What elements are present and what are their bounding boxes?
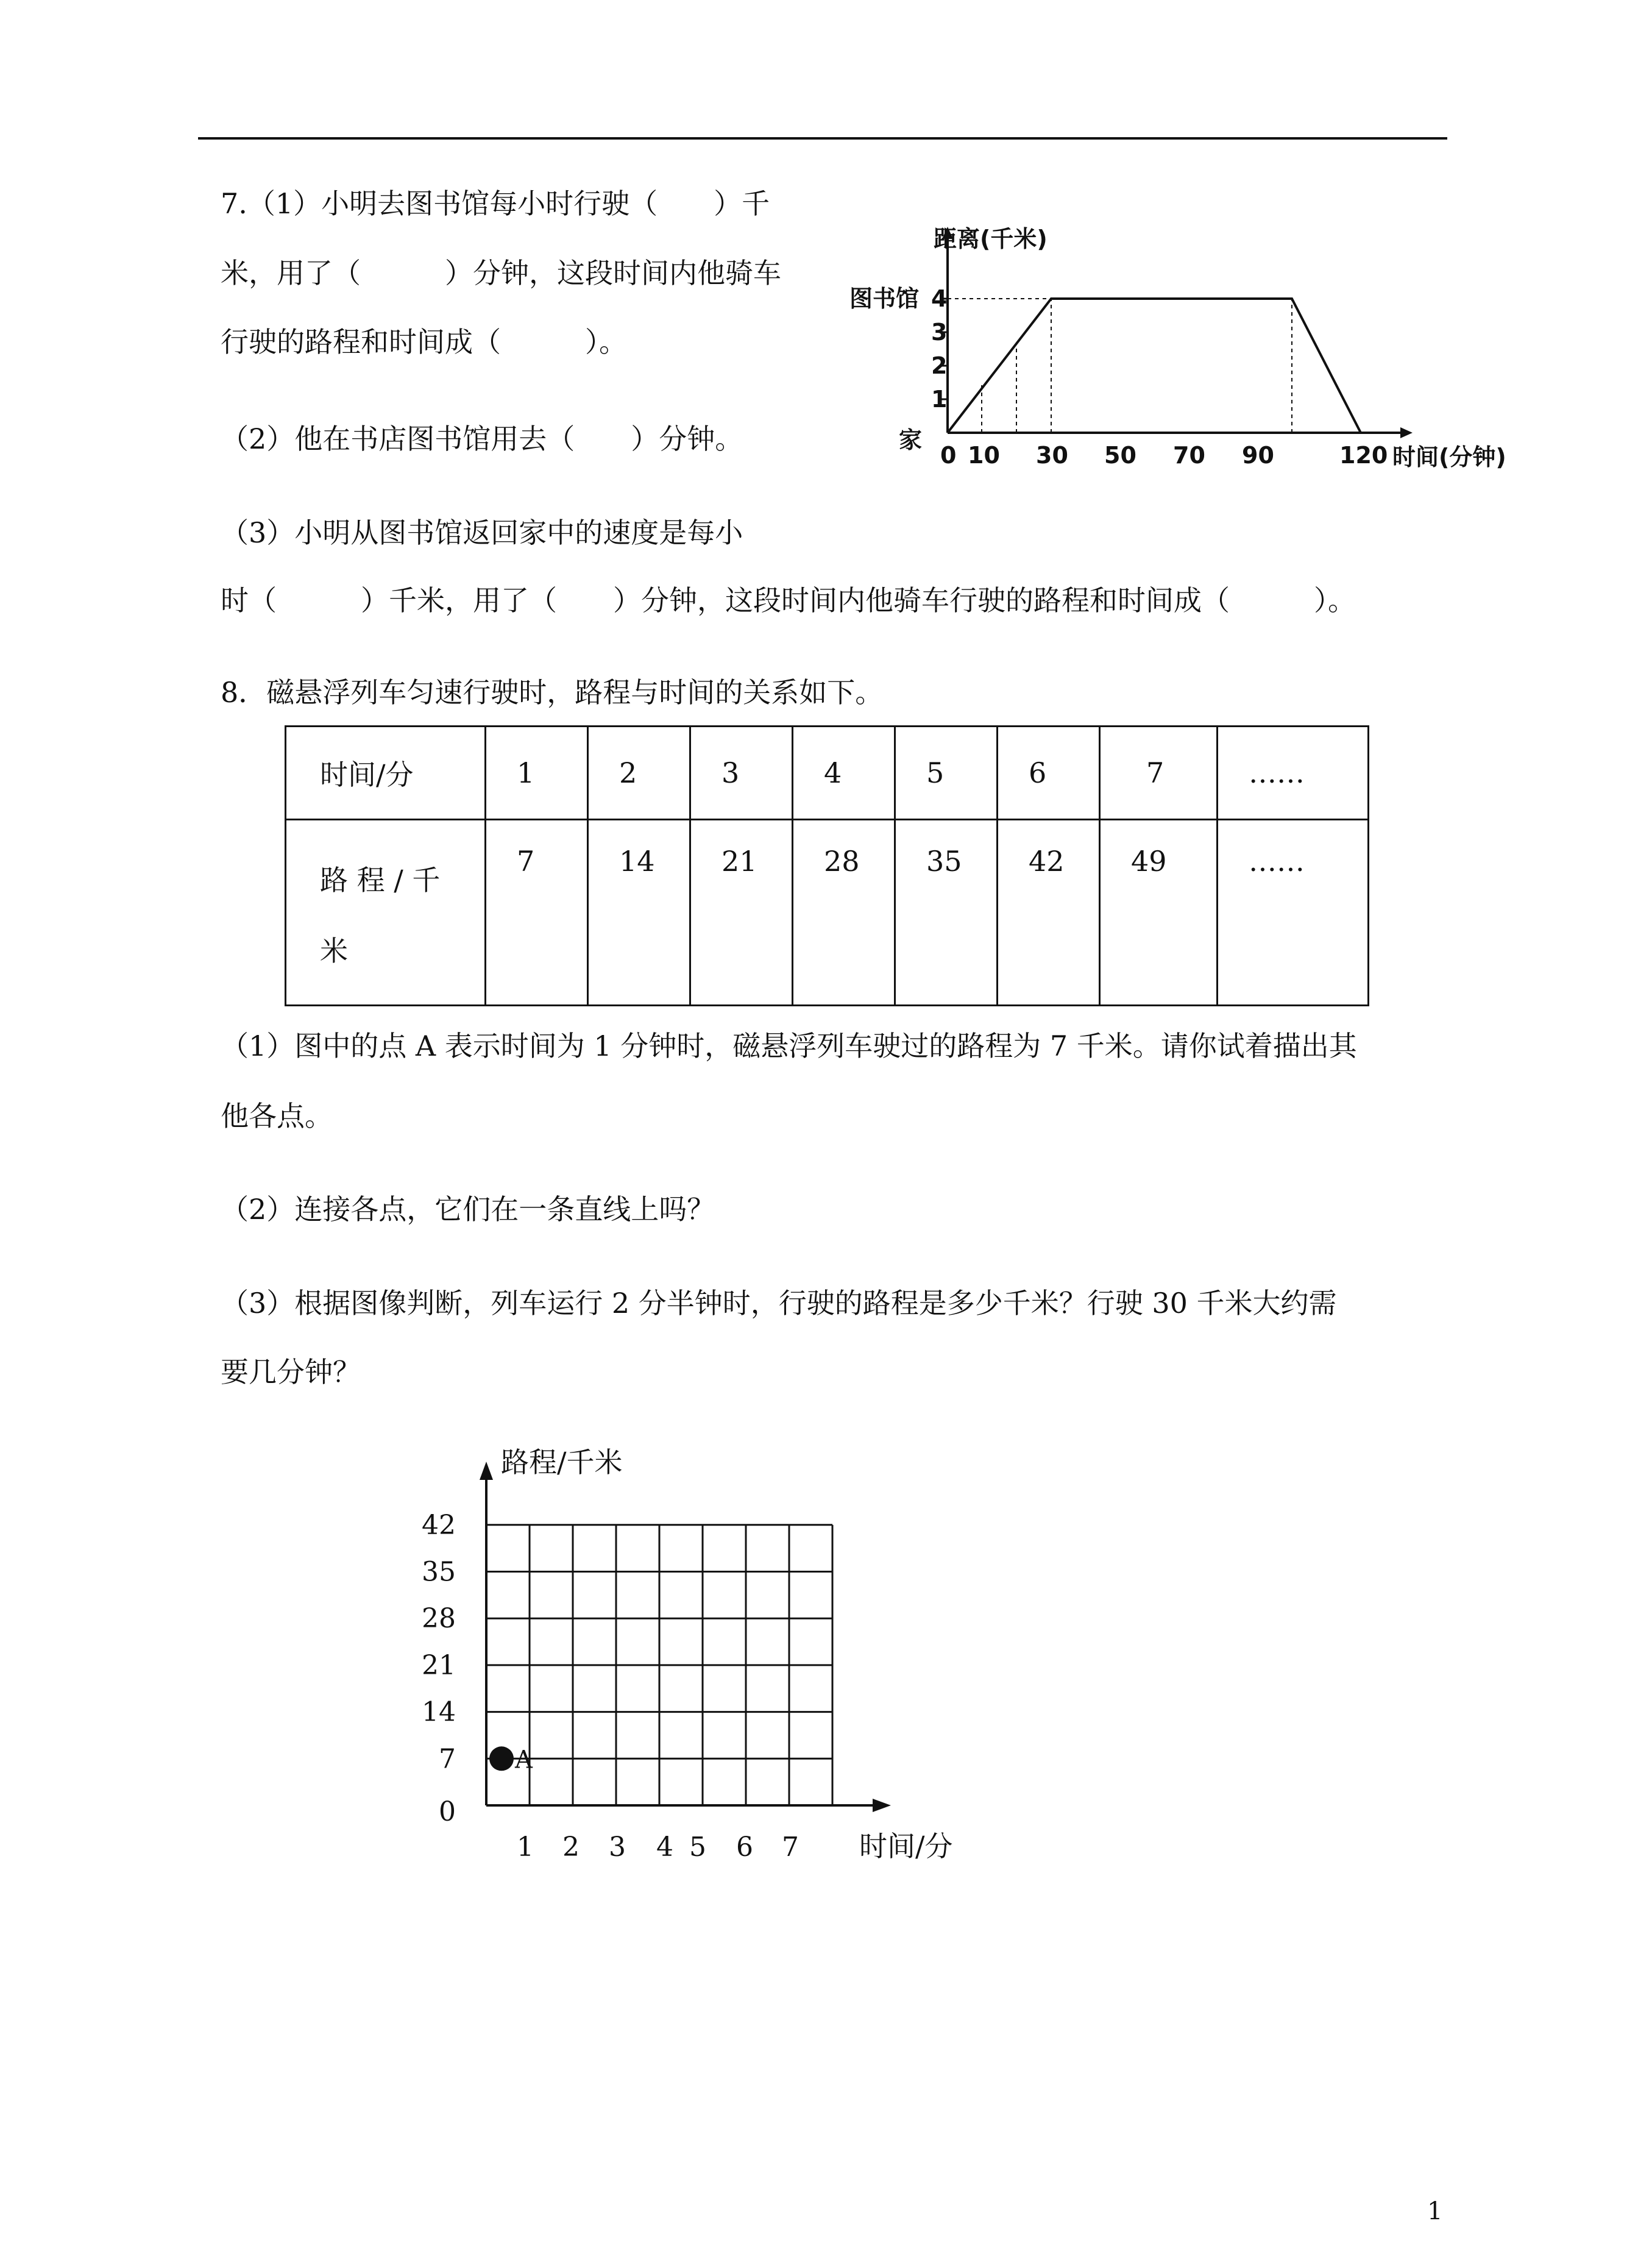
grid-lines [486, 1525, 832, 1805]
graph8-y-tick: 0 [439, 1796, 456, 1827]
graph8-x-tick: 6 [736, 1832, 753, 1863]
graph7-x-title: 时间(分钟) [1392, 444, 1506, 471]
graph7-library-label: 图书馆 [849, 285, 920, 312]
q8-sub1-line-a: （1）图中的点 A 表示时间为 1 分钟时，磁悬浮列车驶过的路程为 7 千米。请你试着描出其 [221, 1029, 1357, 1062]
table-cell: 1 [486, 727, 588, 820]
graph8-x-tick: 7 [782, 1832, 799, 1863]
graph7-x-tick-10: 10 [968, 442, 1000, 469]
table-cell: 7 [1100, 727, 1218, 820]
table-cell: 28 [793, 820, 895, 1006]
graph8-y-tick: 42 [422, 1509, 456, 1541]
distance-time-table [285, 725, 1369, 1006]
graph8-x-title: 时间/分 [859, 1830, 953, 1863]
table-cell: …… [1218, 820, 1369, 1006]
graph8-y-arrow [480, 1462, 493, 1480]
q7-line-5: （3）小明从图书馆返回家中的速度是每小 [221, 516, 743, 549]
graph8-x-arrow [873, 1799, 891, 1812]
graph8-x-tick: 1 [517, 1832, 534, 1863]
table-cell: 5 [895, 727, 998, 820]
graph7-x-tick-30: 30 [1036, 442, 1068, 469]
graph8-x-tick: 2 [562, 1832, 580, 1863]
graph7-y-title: 距离(千米) [934, 226, 1048, 252]
graph7-y-tick-3: 3 [931, 319, 948, 346]
table-header-distance [286, 820, 486, 1006]
graph8-y-tick: 28 [422, 1603, 456, 1635]
graph8-y-tick: 35 [422, 1556, 456, 1588]
graph8-y-tick: 21 [422, 1649, 456, 1681]
graph8-y-title: 路程/千米 [501, 1446, 623, 1479]
graph7-x-tick-50: 50 [1104, 442, 1136, 469]
point-a-label: A [515, 1746, 533, 1774]
q7-line-1: 7.（1）小明去图书馆每小时行驶（ ）千 [221, 187, 770, 220]
q8-sub3-line-b: 要几分钟？ [221, 1356, 361, 1388]
q8-sub1-line-b: 他各点。 [221, 1100, 333, 1132]
graph8-y-tick: 7 [439, 1743, 456, 1775]
q7-line-3: 行驶的路程和时间成（ ）。 [221, 325, 627, 358]
table-cell: 42 [998, 820, 1100, 1006]
table-cell: 7 [486, 820, 588, 1006]
table-header-time: 时间/分 [286, 727, 486, 820]
graph7-x-tick-120: 120 [1339, 442, 1388, 469]
table-cell: 35 [895, 820, 998, 1006]
table-cell: 49 [1100, 820, 1218, 1006]
table-cell: 21 [690, 820, 793, 1006]
q8-intro: 8．磁悬浮列车匀速行驶时，路程与时间的关系如下。 [221, 676, 884, 709]
table-cell: …… [1218, 727, 1369, 820]
q7-line-2: 米，用了（ ）分钟，这段时间内他骑车 [221, 257, 781, 290]
distance-time-graph [841, 216, 1536, 485]
graph7-y-tick-2: 2 [931, 352, 948, 379]
q8-sub2: （2）连接各点，它们在一条直线上吗？ [221, 1193, 715, 1226]
graph8-x-tick: 4 [656, 1832, 673, 1863]
train-distance-grid [402, 1426, 1048, 1883]
table-cell: 4 [793, 727, 895, 820]
graph7-x-tick-70: 70 [1173, 442, 1205, 469]
table-header-distance-a: 路 程 / 千 [320, 864, 441, 897]
table-row-time [286, 727, 1369, 820]
graph8-x-tick: 5 [689, 1832, 706, 1863]
table-cell: 6 [998, 727, 1100, 820]
graph7-y-tick-1: 1 [931, 386, 948, 413]
header-rule [198, 137, 1447, 140]
table-cell: 14 [588, 820, 690, 1006]
graph8-y-tick: 14 [422, 1696, 456, 1728]
graph7-trip-line [948, 299, 1361, 433]
graph8-x-tick: 3 [609, 1832, 626, 1863]
q7-line-6: 时（ ）千米，用了（ ）分钟，这段时间内他骑车行驶的路程和时间成（ ）。 [221, 584, 1356, 617]
graph7-y-tick-4: 4 [931, 285, 948, 312]
point-a [489, 1746, 514, 1771]
table-cell: 2 [588, 727, 690, 820]
q8-sub3-line-a: （3）根据图像判断，列车运行 2 分半钟时，行驶的路程是多少千米？行驶 30 千米大约需 [221, 1287, 1337, 1320]
table-cell: 3 [690, 727, 793, 820]
graph7-x-tick-90: 90 [1242, 442, 1274, 469]
table-row-distance [286, 820, 1369, 1006]
table-header-distance-b: 米 [320, 934, 348, 967]
graph7-x-arrow [1400, 427, 1413, 438]
page-number: 1 [1427, 2197, 1443, 2225]
graph7-x-tick-0: 0 [940, 442, 957, 469]
q7-line-4: （2）他在书店图书馆用去（ ）分钟。 [221, 422, 743, 455]
graph7-home-label: 家 [899, 427, 923, 453]
